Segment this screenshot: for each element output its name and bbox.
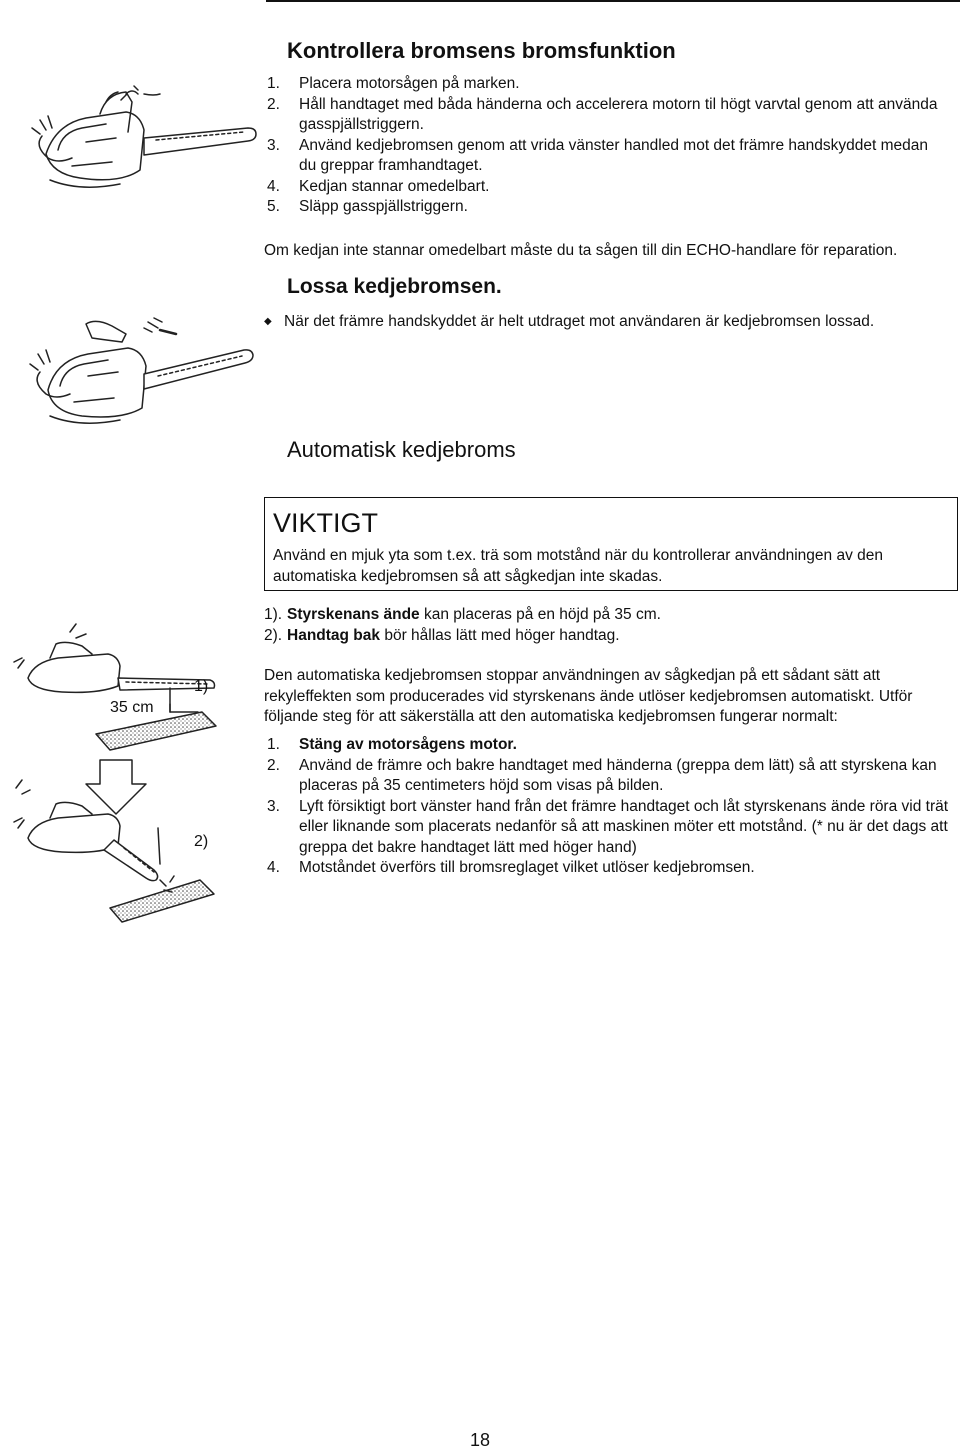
list-item: 2). Handtag bak bör hållas lätt med höger handtag. bbox=[264, 626, 620, 644]
brake-release-bullet: ◆ När det främre handskyddet är helt utdraget mot användaren är kedjebromsen lossad. bbox=[264, 312, 874, 333]
chainsaw-brake-release-illustration bbox=[26, 316, 256, 436]
automatic-brake-steps bbox=[267, 735, 957, 879]
list-item: 2. Använd de främre och bakre handtaget med händerna (greppa dem lätt) så att styrskena kan placeras på 35 centimeters höjd som visas på bilden. bbox=[267, 756, 937, 794]
list-item: 4. Kedjan stannar omedelbart. bbox=[267, 177, 490, 195]
list-item: 2. Håll handtaget med båda händerna och accelerera motorn til högt varvtal genom att använda gasspjällstriggern. bbox=[267, 95, 938, 133]
warning-heading: VIKTIGT bbox=[273, 508, 379, 538]
chainsaw-brake-check-illustration bbox=[26, 84, 256, 204]
list-item: 3. Använd kedjebromsen genom att vrida vänster handled mot det främre handskyddet medan du greppar framhandtaget. bbox=[267, 136, 928, 174]
automatic-brake-intro: Den automatiska kedjebromsen stoppar användningen av sågkedjan på ett sådant sätt att rekyleffekten som producerades vid styrskenans ände utlöser kedjebromsen automatiskt. Utför följande steg för att säkerställa att den automatiska kedjebromsen fungerar normalt: bbox=[264, 667, 913, 725]
list-item: 1. Stäng av motorsågens motor. bbox=[267, 736, 517, 753]
bullet-diamond-icon: ◆ bbox=[264, 316, 272, 327]
list-item: 4. Motståndet överförs till bromsreglaget vilket utlöser kedjebromsen. bbox=[267, 859, 755, 876]
warning-text: Använd en mjuk yta som t.ex. trä som motstånd när du kontrollerar användningen av den automatiska kedjebromsen så att sågkedjan inte skadas. bbox=[273, 547, 884, 585]
figure-height-label: 35 cm bbox=[110, 699, 154, 716]
page-number: 18 bbox=[469, 1430, 491, 1450]
list-item: 5. Släpp gasspjällstriggern. bbox=[267, 198, 468, 215]
section-title-brake-release: Lossa kedjebromsen. bbox=[287, 275, 502, 298]
top-rule bbox=[266, 0, 960, 2]
list-item: 1). Styrskenans ände kan placeras på en höjd på 35 cm. bbox=[264, 606, 661, 623]
figure-label-1: 1) bbox=[194, 678, 209, 695]
list-item: 3. Lyft försiktigt bort vänster hand från det främre handtaget och låt styrskenans ände röra vid trät eller liknande som placerats nedanför så att maskinen möter ett motstånd. (* nu är det dags att greppa det bakre handtaget lätt med höger hand) bbox=[267, 797, 949, 856]
list-item: 1. Placera motorsågen på marken. bbox=[267, 75, 520, 92]
important-warning-box bbox=[264, 497, 958, 591]
section-title-automatic-brake: Automatisk kedjebroms bbox=[287, 437, 516, 462]
section-title-brake-check: Kontrollera bromsens bromsfunktion bbox=[287, 38, 676, 63]
position-notes bbox=[264, 605, 954, 646]
repair-note: Om kedjan inte stannar omedelbart måste du ta sågen till din ECHO-handlare för reparation. bbox=[264, 242, 898, 259]
figure-label-2: 2) bbox=[194, 833, 209, 850]
brake-check-steps bbox=[267, 74, 947, 218]
automatic-brake-test-illustration bbox=[10, 618, 240, 918]
